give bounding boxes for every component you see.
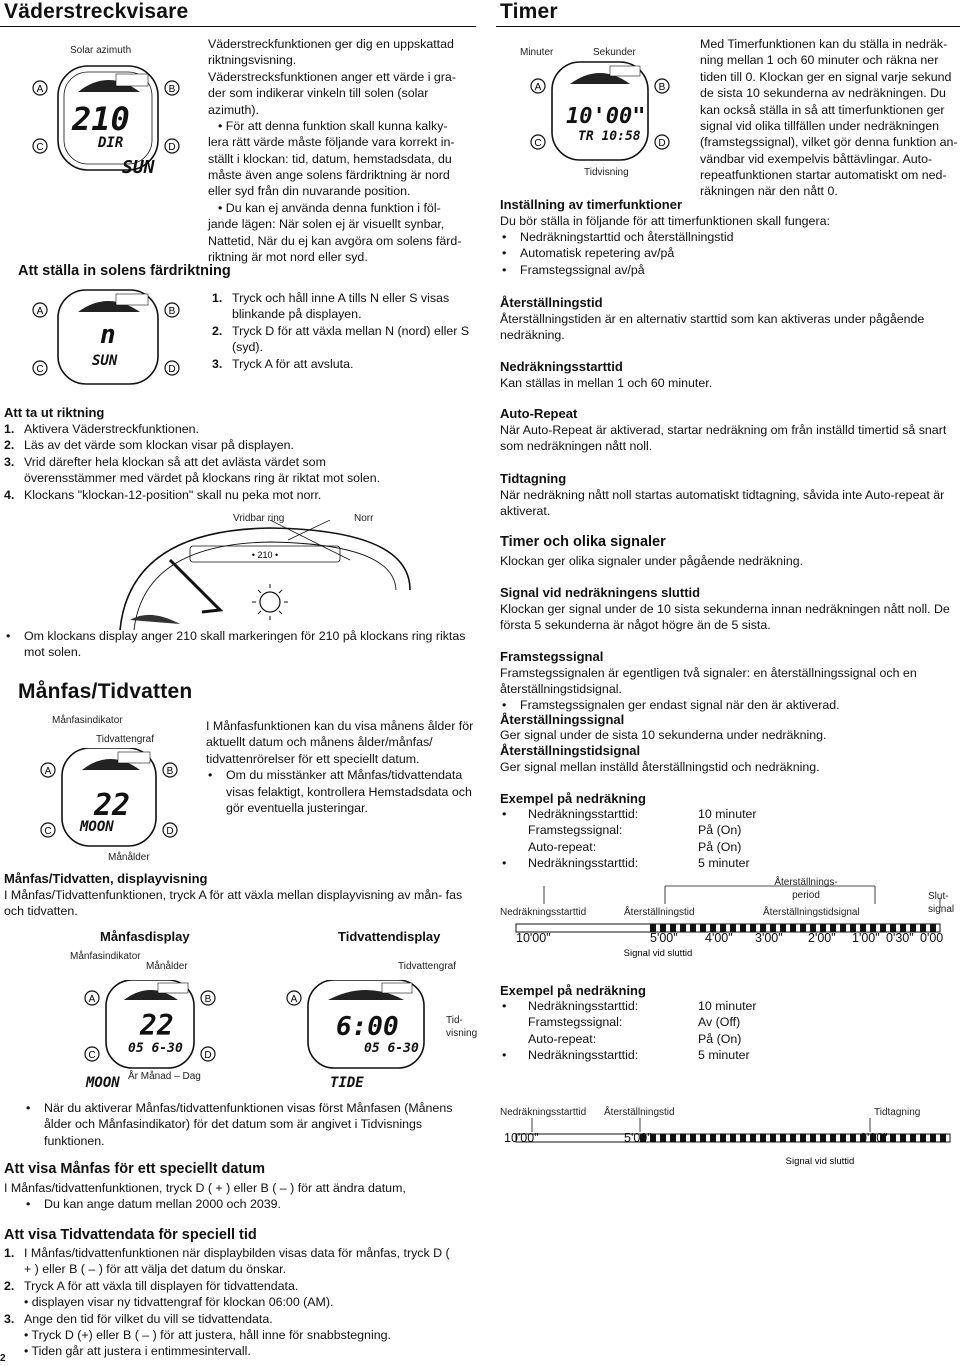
ex2-timing-label: Tidtagning — [874, 1107, 921, 1118]
svg-text:A: A — [36, 84, 44, 95]
intro-bullet-2: • Du kan ej använda denna funktion i föl- — [218, 200, 441, 215]
signals-heading: Timer och olika signaler — [500, 534, 666, 550]
moon-word: MOON — [80, 819, 114, 835]
moon-display-date: 05 6-30 — [128, 1041, 183, 1056]
compass-intro — [208, 36, 470, 265]
reset-time-signal-heading: Återställningstidsignal — [500, 743, 641, 758]
moon-display-age-label: Månålder — [146, 961, 188, 972]
moon-intro-text: I Månfasfunktionen kan du visa månens ålder för aktuellt datum och månens ålder/månfas/ tidvattenrörelser för ett speciellt datum. — [206, 719, 474, 766]
timer-title: Timer — [500, 0, 558, 23]
timer-digits: 10'00" — [566, 104, 646, 129]
moon-age-label: Månålder — [108, 852, 150, 863]
ex2-reset-label: Återställningstid — [604, 1107, 675, 1118]
progress-signal-heading: Framstegssignal — [500, 649, 604, 664]
direction-step: 3. Vrid därefter hela klockan så att det avlästa värdet som överensstämmer med värdet på klockans ring är riktat mot solen. — [4, 454, 381, 486]
ex2-start-label: Nedräkningsstarttid — [500, 1107, 587, 1118]
example1-row: • Nedräkningsstarttid: 5 minuter — [502, 856, 750, 871]
north-label: Norr — [354, 513, 374, 524]
tide-time-heading: Att visa Tidvattendata för speciell tid — [4, 1227, 257, 1243]
svg-text:A: A — [534, 82, 542, 93]
svg-text:C: C — [36, 142, 44, 153]
timer-time-line: TR 10:58 — [578, 129, 641, 144]
reset-time-text: Återställningstiden är en alternativ starttid som kan aktiveras under pågående nedräkning. — [500, 312, 925, 343]
special-date-heading: Att visa Månfas för ett speciellt datum — [4, 1161, 266, 1177]
svg-text:B: B — [168, 306, 176, 317]
tide-step: 3. Ange den tid för vilket du vill se tidvattendata. — [4, 1311, 273, 1326]
compass-degree-digits: 210 — [72, 100, 130, 138]
svg-text:C: C — [44, 826, 52, 837]
intro-line: måste även ange solens färdriktning är nord — [208, 168, 450, 182]
sun-direction-digit: n — [100, 320, 116, 350]
compass-sun-text: SUN — [122, 157, 155, 178]
svg-text:B: B — [166, 766, 174, 777]
example2-ticks — [500, 1130, 960, 1148]
reset-signal-heading: Återställningssignal — [500, 712, 625, 727]
example2-row: • Nedräkningsstarttid: 5 minuter — [502, 1048, 750, 1063]
solar-azimuth-label: Solar azimuth — [70, 45, 132, 56]
example1-ticks — [500, 930, 960, 948]
svg-text:C: C — [534, 138, 542, 149]
moon-display-digits: 22 — [140, 1009, 174, 1042]
timer-setting-item: • Framstegssignal av/på — [500, 262, 956, 278]
svg-text:D: D — [168, 364, 176, 375]
svg-text:D: D — [168, 142, 176, 153]
intro-line: eller syd från din nuvarande position. — [208, 184, 411, 199]
page-number: 2 — [0, 1353, 6, 1364]
moon-display-indicator-label: Månfasindikator — [70, 951, 141, 962]
ring-bullet-list — [4, 628, 470, 661]
display-text: I Månfas/Tidvattenfunktionen, tryck A för att växla mellan displayvisning av mån- fas och tidvatten. — [4, 888, 463, 919]
example2-row: • Nedräkningsstarttid: 10 minuter — [502, 999, 757, 1013]
timeline-tick-label: 10'00" — [516, 931, 551, 945]
moon-bullet-list — [206, 767, 476, 816]
timer-setting-item: • Automatisk repetering av/på — [500, 245, 956, 261]
ex1-reset-signal-label: Återställningstidsignal — [763, 907, 860, 918]
moon-bullet: • Om du misstänker att Månfas/tidvattendata visas felaktigt, kontrollera Hemstadsdata och gör eventuella justeringar. — [206, 767, 476, 816]
end-signal-text: Klockan ger signal under de 10 sista sekunderna innan nedräkningen nått noll. De första 5 sekunderna är något högre än de 5 sista. — [500, 602, 950, 633]
activate-bullet: • När du aktiverar Månfas/tidvattenfunktionen visas först Månfasen (Månens ålder och Månfasindikator) för det datum som är angivet i Tidvisnings funktionen. — [24, 1100, 470, 1149]
reset-time-signal-text: Ger signal mellan inställd återställningstid och nedräkning. — [500, 760, 820, 774]
timeline-tick-label: 3'00" — [755, 931, 783, 945]
minutes-label: Minuter — [520, 47, 554, 58]
seconds-label: Sekunder — [593, 47, 636, 58]
svg-text:B: B — [658, 82, 666, 93]
set-sun-direction-heading: Att ställa in solens färdriktning — [18, 263, 231, 279]
direction-heading: Att ta ut riktning — [4, 405, 105, 420]
timer-setting-text: Du bör ställa in följande för att timerfunktionen skall fungera: — [500, 214, 830, 228]
timing-text: När nedräkning nått noll startas automatiskt tidtagning, såvida inte Auto-repeat är aktiverat. — [500, 488, 945, 519]
rotating-ring-label: Vridbar ring — [233, 513, 285, 524]
svg-text:B: B — [168, 84, 176, 95]
countdown-start-heading: Nedräkningsstarttid — [500, 359, 623, 374]
set-steps-list — [212, 290, 474, 372]
direction-step: 4. Klockans "klockan-12-position" skall nu peka mot norr. — [4, 487, 322, 502]
tide-time-label: Tid-visning — [446, 1015, 478, 1040]
tide-step: 2. Tryck A för att växla till displayen för tidvattendata. — [4, 1278, 299, 1293]
timer-setting-heading: Inställning av timerfunktioner — [500, 197, 683, 212]
direction-step: 1. Aktivera Väderstreckfunktionen. — [4, 422, 199, 436]
countdown-start-text: Kan ställas in mellan 1 och 60 minuter. — [500, 376, 713, 390]
example2-row: Auto-repeat: På (On) — [528, 1031, 742, 1046]
timer-title-rule — [496, 26, 960, 27]
ring-bullet: • Om klockans display anger 210 skall markeringen för 210 på klockans ring riktas mot solen. — [4, 628, 470, 661]
tide-display-digits: 6:00 — [336, 1012, 399, 1042]
timer-setting-list — [500, 229, 956, 278]
timeline-tick-label: 2'00" — [808, 931, 836, 945]
timeline-tick-label: 10'00" — [504, 1131, 539, 1145]
tide-step: • Tryck D (+) eller B ( – ) för att justera, håll inne för snabbstegning. — [24, 1327, 391, 1342]
end-signal-heading: Signal vid nedräkningens sluttid — [500, 585, 701, 600]
set-step: 1. Tryck och håll inne A tills N eller S visas blinkande på displayen. — [212, 291, 450, 322]
timer-setting-item: • Nedräkningstarttid och återställningstid — [500, 229, 956, 245]
intro-line: Väderstreckfunktionen ger dig en uppskattad — [208, 37, 454, 51]
special-date-bullet: • Du kan ange datum mellan 2000 och 2039. — [24, 1196, 464, 1212]
moon-display-title: Månfasdisplay — [100, 929, 190, 944]
tide-step: 1. I Månfas/tidvattenfunktionen när displaybilden visas data för månfas, tryck D ( + ) eller B ( – ) för att välja det datum du önskar. — [4, 1246, 450, 1277]
title-rule — [0, 26, 476, 27]
special-date-text: I Månfas/tidvattenfunktionen, tryck D ( + ) eller B ( – ) för att ändra datum, — [4, 1181, 406, 1195]
timeline-tick-label: 4'00" — [705, 931, 733, 945]
example1-timeline — [500, 880, 960, 960]
ex1-reset-label: Återställningstid — [624, 907, 695, 918]
intro-line: riktningsvisning. — [208, 53, 297, 68]
intro-line: Nattetid, När du ej kan avgöra om solens färd- — [208, 233, 462, 248]
intro-line: ställt i klockan: tid, datum, hemstadsdata, du — [208, 151, 452, 166]
moon-intro — [206, 718, 476, 816]
example2-settings — [500, 998, 840, 1064]
timing-heading: Tidtagning — [500, 471, 567, 486]
signals-text: Klockan ger olika signaler under pågående nedräkning. — [500, 554, 804, 568]
intro-line: riktning är mot nord eller syd. — [208, 249, 368, 264]
example2-heading: Exempel på nedräkning — [500, 983, 646, 998]
direction-step: 2. Läs av det värde som klockan visar på displayen. — [4, 438, 294, 453]
auto-repeat-text: När Auto-Repeat är aktiverad, startar nedräkning om från inställd timertid så snart som nedräkningen nått noll. — [500, 423, 947, 454]
reset-period-label: Återställnings- period — [774, 877, 838, 902]
timeline-tick-label: 0'30" — [886, 931, 914, 945]
auto-repeat-heading: Auto-Repeat — [500, 406, 578, 421]
intro-line: azimuth). — [208, 102, 259, 117]
svg-text:A: A — [88, 994, 96, 1005]
example1-row: Framstegssignal: På (On) — [528, 823, 742, 838]
svg-text:C: C — [36, 364, 44, 375]
example1-settings — [500, 806, 840, 872]
tide-display-graph-label: Tidvattengraf — [398, 961, 456, 972]
intro-line: der som indikerar vinkeln till solen (solar — [208, 86, 429, 101]
intro-line: jande lägen: När solen ej är visuellt synbar, — [208, 217, 445, 232]
svg-text:C: C — [88, 1050, 96, 1061]
tide-graph-label: Tidvattengraf — [96, 734, 154, 745]
tide-display-title: Tidvattendisplay — [338, 929, 441, 944]
display-heading: Månfas/Tidvatten, displayvisning — [4, 871, 208, 886]
direction-steps-list — [4, 421, 384, 503]
intro-bullet-1: • För att denna funktion skall kunna kalky- — [218, 118, 448, 133]
svg-text:D: D — [166, 826, 174, 837]
example1-row: Auto-repeat: På (On) — [528, 839, 742, 854]
tide-step: • Tiden går att justera i entimmesintervall. — [24, 1344, 251, 1359]
example1-row: • Nedräkningsstarttid: 10 minuter — [502, 807, 757, 821]
end-signal-label: Slut- signal — [928, 891, 955, 916]
timeline-tick-label: 0'00" — [860, 1131, 888, 1145]
svg-text:B: B — [204, 994, 212, 1005]
intro-line: lera rätt värde måste följande vara korrekt in- — [208, 135, 455, 150]
moon-display-word: MOON — [86, 1075, 120, 1091]
special-date-bullet-list — [24, 1196, 464, 1212]
intro-line: Väderstrecksfunktionen anger ett värde i gra- — [208, 69, 456, 84]
timer-intro: Med Timerfunktionen kan du ställa in nedräk- ning mellan 1 och 60 minuter och räkna ner tiden till 0. Klockan ger en signal varje sekund de sista 10 sekunderna av nedräkningen. Du kan också ställa in så att timerfunktionen ger signal vid olika tillfällen under nedräkningen (framstegssignal), vilket gör denna funktion an- vändbar vid exempelvis båttävlingar. Auto- repeatfunktionen startar automatiskt om ned- räkningen när den nått 0. — [700, 37, 958, 199]
ex1-signal-label: Signal vid sluttid — [623, 948, 693, 959]
ex1-start-label: Nedräkningsstarttid — [500, 907, 587, 918]
svg-text:A: A — [290, 994, 298, 1005]
reset-time-heading: Återställningstid — [500, 295, 603, 310]
timeline-tick-label: 0'00 — [920, 931, 944, 945]
example1-heading: Exempel på nedräkning — [500, 791, 646, 806]
svg-text:• 210 •: • 210 • — [251, 550, 279, 560]
moon-age-digits: 22 — [94, 788, 131, 823]
progress-signal-bullet: • Framstegssignalen ger endast signal när den är aktiverad. — [500, 697, 956, 713]
activate-bullet-list — [24, 1100, 470, 1149]
set-step: 3. Tryck A för att avsluta. — [212, 356, 354, 371]
svg-text:A: A — [36, 306, 44, 317]
progress-signal-text: Framstegssignalen är egentligen två signaler: en återställningssignal och en återställningstidsignal. — [500, 666, 917, 697]
compass-dir-text: DIR — [98, 135, 124, 151]
svg-text:D: D — [204, 1050, 212, 1061]
tide-step: • displayen visar ny tidvattengraf för klockan 06:00 (AM). — [24, 1295, 334, 1310]
sun-direction-text: SUN — [92, 353, 118, 369]
tide-display-word: TIDE — [330, 1075, 364, 1091]
time-display-label: Tidvisning — [584, 167, 629, 178]
moon-tide-title: Månfas/Tidvatten — [18, 680, 193, 703]
reset-signal-text: Ger signal under de sista 10 sekunderna under nedräkning. — [500, 728, 827, 742]
tide-display-date: 05 6-30 — [364, 1041, 419, 1056]
tide-steps-list — [4, 1245, 452, 1360]
timeline-tick-label: 5'00" — [650, 931, 678, 945]
timeline-tick-label: 5'00" — [624, 1131, 652, 1145]
page-title-vaderstreckvisare: Väderstreckvisare — [4, 0, 189, 23]
year-month-day-label: År Månad – Dag — [128, 1071, 201, 1082]
svg-text:D: D — [658, 138, 666, 149]
example2-row: Framstegssignal: Av (Off) — [528, 1015, 741, 1030]
moon-indicator-label: Månfasindikator — [52, 715, 123, 726]
svg-text:A: A — [44, 766, 52, 777]
ex2-signal-label: Signal vid sluttid — [785, 1156, 855, 1167]
set-step: 2. Tryck D för att växla mellan N (nord) eller S (syd). — [212, 323, 470, 355]
timeline-tick-label: 1'00" — [852, 931, 880, 945]
rotating-ring-illustration — [110, 520, 450, 630]
